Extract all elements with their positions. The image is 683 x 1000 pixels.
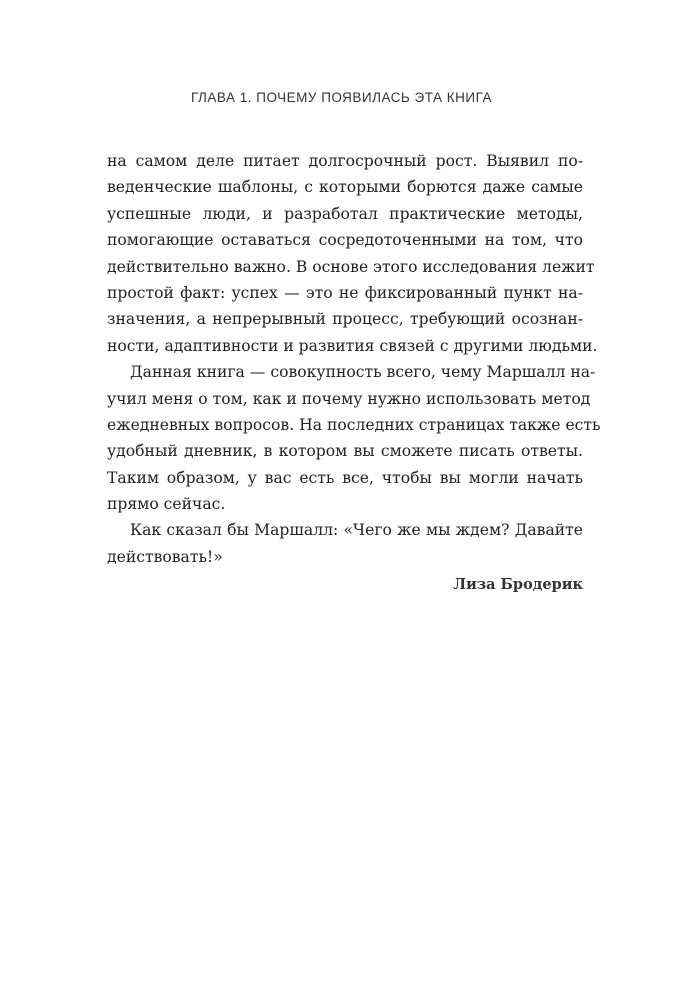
text-line: действовать!» [107,547,223,566]
text-line: учил меня о том, как и почему нужно использовать метод [107,389,591,408]
text-line: ежедневных вопросов. На последних страницах также есть [107,415,601,434]
page-body-text [107,148,601,599]
running-head: ГЛАВА 1. ПОЧЕМУ ПОЯВИЛАСЬ ЭТА КНИГА [191,90,492,105]
author-signature: Лиза Бродерик [453,576,583,594]
text-line: простой факт: успех — это не фиксированный пункт на- [107,283,583,302]
text-line: помогающие оставаться сосредоточенными на том, что [107,231,583,250]
text-line: прямо сейчас. [107,495,226,514]
text-line: Таким образом, у вас есть все, чтобы вы могли начать [107,468,583,487]
paragraph-2 [107,359,601,517]
text-line: удобный дневник, в котором вы сможете писать ответы. [107,442,583,461]
text-line: действительно важно. В основе этого исследования лежит [107,257,595,276]
text-line: ности, адаптивности и развития связей с другими людьми. [107,336,598,355]
text-line: значения, а непрерывный процесс, требующий осознан- [107,310,583,329]
paragraph-3 [107,517,583,570]
text-line: Как сказал бы Маршалл: «Чего же мы ждем? Давайте [130,521,583,540]
paragraph-1 [107,148,598,359]
text-line: успешные люди, и разработал практические методы, [107,204,583,223]
text-line: веденческие шаблоны, с которыми борются даже самые [107,178,583,197]
text-line: Данная книга — совокупность всего, чему Маршалл на- [130,363,596,382]
text-line: на самом деле питает долгосрочный рост. Выявил по- [107,152,583,170]
